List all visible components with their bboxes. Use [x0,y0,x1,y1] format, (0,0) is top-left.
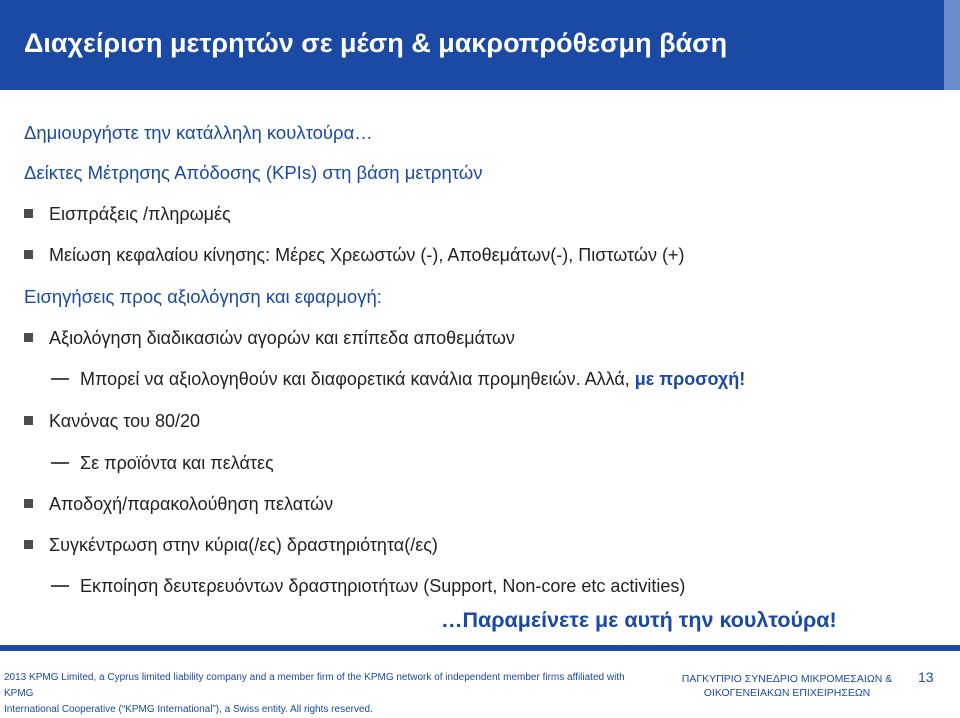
sub-text-divest: Εκποίηση δευτερευόντων δραστηριοτήτων (Support, Non-core etc activities) [80,576,686,596]
heading-culture: Δημιουργήστε την κατάλληλη κουλτούρα… [24,122,373,143]
bullet-item [24,244,684,266]
footer-org-line2: ΟΙΚΟΓΕΝΕΙΑΚΩΝ ΕΠΙΧΕΙΡΗΣΕΩΝ [703,687,871,699]
footer-legal [4,670,644,718]
bullet-item [24,410,200,432]
dash-bullet-icon [51,378,69,380]
bullet-text-receipts: Εισπράξεις /πληρωμές [49,204,231,224]
sub-text-suppliers: Μπορεί να αξιολογηθούν και διαφορετικά κανάλια προμηθειών. Αλλά, [80,369,635,389]
title-bar-accent [944,0,960,90]
sub-bullet-item [51,368,745,390]
bullet-item [24,493,333,515]
footer-divider [0,645,960,651]
slide-title: Διαχείριση μετρητών σε μέση & μακροπρόθεσμη βάση [24,28,728,58]
footer-legal-line2: International Cooperative (“KPMG International”), a Swiss entity. All rights reserved. [4,704,373,715]
square-bullet-icon [24,209,33,218]
page-number: 13 [918,669,934,685]
heading-suggestions: Εισηγήσεις προς αξιολόγηση και εφαρμογή: [24,286,382,307]
bullet-text-purchasing: Αξιολόγηση διαδικασιών αγορών και επίπεδα αποθεμάτων [49,328,515,348]
sub-text-products: Σε προϊόντα και πελάτες [80,453,274,473]
footer-organization [672,672,902,700]
bullet-text-customers: Αποδοχή/παρακολούθηση πελατών [49,494,334,514]
footer-legal-line1: 2013 KPMG Limited, a Cyprus limited liability company and a member firm of the KPMG network of independent member firms affiliated with KPMG [4,672,625,699]
sub-bullet-item [51,575,685,597]
sub-bullet-item [51,452,274,474]
sub-text-suppliers-emphasis: με προσοχή! [634,369,746,389]
square-bullet-icon [24,250,33,259]
dash-bullet-icon [51,585,69,587]
bullet-text-rule: Κανόνας του 80/20 [49,411,201,431]
bullet-text-capital: Μείωση κεφαλαίου κίνησης: Μέρες Χρεωστών (-), Αποθεμάτων(-), Πιστωτών (+) [49,245,685,265]
bullet-text-focus: Συγκέντρωση στην κύρια(/ες) δραστηριότητα(/ες) [49,535,438,555]
footer-org-line1: ΠΑΓΚΥΠΡΙΟ ΣΥΝΕΔΡΙΟ ΜΙΚΡΟΜΕΣΑΙΩΝ & [681,673,893,685]
bullet-item [24,203,231,225]
square-bullet-icon [24,416,33,425]
square-bullet-icon [24,540,33,549]
heading-kpis: Δείκτες Μέτρησης Απόδοσης (KPIs) στη βάση μετρητών [24,162,483,183]
bullet-item [24,327,515,349]
bullet-item [24,534,438,556]
square-bullet-icon [24,499,33,508]
closing-statement: …Παραμείνετε με αυτή την κουλτούρα! [441,608,837,632]
square-bullet-icon [24,333,33,342]
dash-bullet-icon [51,462,69,464]
